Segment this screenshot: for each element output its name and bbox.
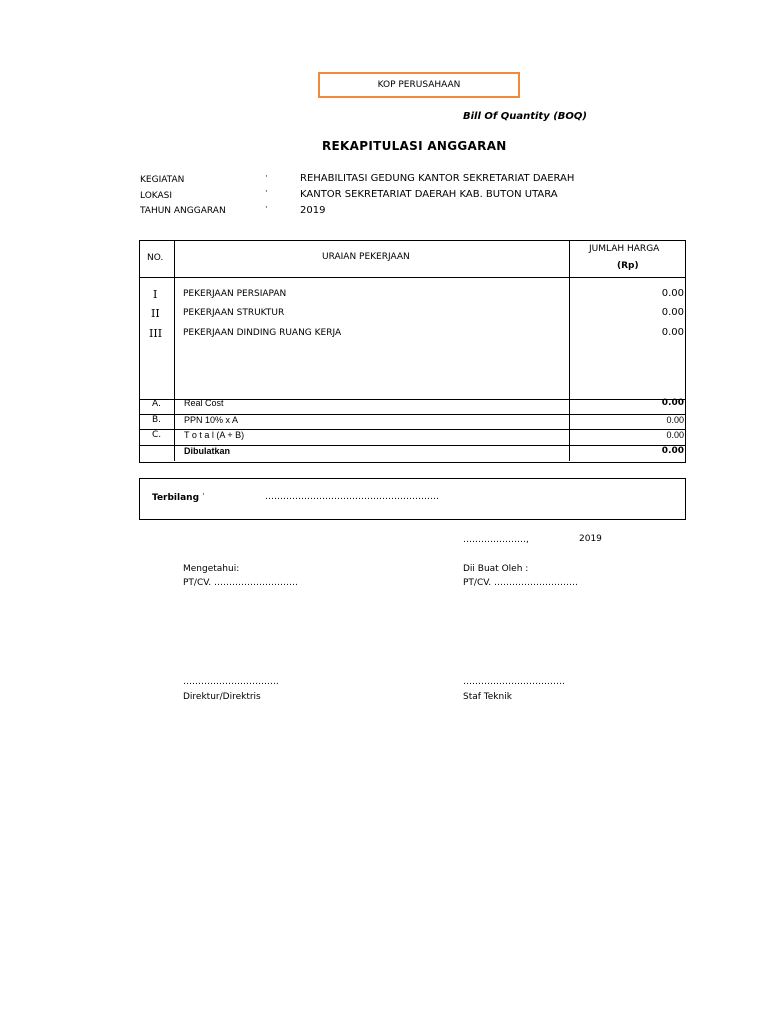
summary-label-a: Real Cost	[184, 398, 224, 408]
summary-label-b: PPN 10% x A	[184, 415, 239, 425]
terbilang-label: Terbilang	[152, 493, 200, 503]
col-header-no: NO.	[147, 253, 164, 263]
row-jumlah-3: 0.00	[661, 327, 684, 338]
summary-label-dibulatkan: Dibulatkan	[184, 446, 231, 456]
info-sep-lokasi: ·	[265, 187, 268, 197]
table-header-divider	[140, 277, 685, 278]
row-no-3: III	[149, 327, 163, 340]
row-no-1: I	[153, 288, 158, 301]
row-uraian-1: PEKERJAAN PERSIAPAN	[183, 289, 287, 299]
row-no-2: II	[151, 307, 160, 320]
summary-no-c: C.	[152, 430, 162, 440]
terbilang-sep: ·	[202, 490, 205, 500]
info-value-lokasi: KANTOR SEKRETARIAT DAERAH KAB. BUTON UTARA	[300, 189, 558, 200]
sig-right-name-line: …………………………….	[463, 677, 565, 687]
row-jumlah-2: 0.00	[661, 307, 684, 318]
date-place: …………………,	[463, 535, 529, 545]
boq-subtitle: Bill Of Quantity (BOQ)	[463, 111, 587, 122]
summary-value-a: 0.00	[661, 398, 684, 408]
summary-no-b: B.	[152, 415, 162, 425]
info-label-tahun: TAHUN ANGGARAN	[140, 206, 226, 216]
summary-value-c: 0.00	[666, 430, 684, 440]
date-year: 2019	[579, 534, 602, 544]
kop-label: KOP PERUSAHAAN	[377, 80, 461, 90]
col-header-jumlah: JUMLAH HARGA	[589, 244, 660, 254]
info-sep-kegiatan: ·	[265, 172, 268, 182]
sig-right-company: PT/CV. ……………………….	[463, 578, 578, 588]
info-value-tahun: 2019	[300, 205, 326, 216]
summary-label-c: T o t a l (A + B)	[184, 430, 245, 440]
row-uraian-2: PEKERJAAN STRUKTUR	[183, 308, 285, 318]
col-header-rp: (Rp)	[617, 261, 639, 271]
row-jumlah-1: 0.00	[661, 288, 684, 299]
kop-perusahaan-box	[318, 72, 520, 98]
row-uraian-3: PEKERJAAN DINDING RUANG KERJA	[183, 328, 342, 338]
col-header-uraian: URAIAN PEKERJAAN	[322, 252, 410, 262]
page-title: REKAPITULASI ANGGARAN	[322, 139, 507, 153]
summary-value-b: 0.00	[666, 415, 684, 425]
summary-no-a: A.	[152, 399, 161, 409]
sig-left-company: PT/CV. ……………………….	[183, 578, 298, 588]
summary-value-dibulatkan: 0.00	[661, 446, 684, 456]
info-label-kegiatan: KEGIATAN	[140, 175, 185, 185]
info-sep-tahun: ·	[265, 203, 268, 213]
info-label-lokasi: LOKASI	[140, 191, 173, 201]
col-divider-no	[174, 241, 175, 461]
col-divider-jumlah	[569, 241, 570, 461]
sig-left-role: Direktur/Direktris	[183, 692, 261, 702]
sig-right-role: Staf Teknik	[463, 692, 512, 702]
sig-right-heading: Dii Buat Oleh :	[463, 564, 529, 574]
info-value-kegiatan: REHABILITASI GEDUNG KANTOR SEKRETARIAT DAERAH	[300, 173, 575, 184]
sig-left-name-line: …………………………..	[183, 677, 279, 687]
sig-left-heading: Mengetahui:	[183, 564, 240, 574]
terbilang-value: ………………………………………………….	[265, 492, 439, 502]
